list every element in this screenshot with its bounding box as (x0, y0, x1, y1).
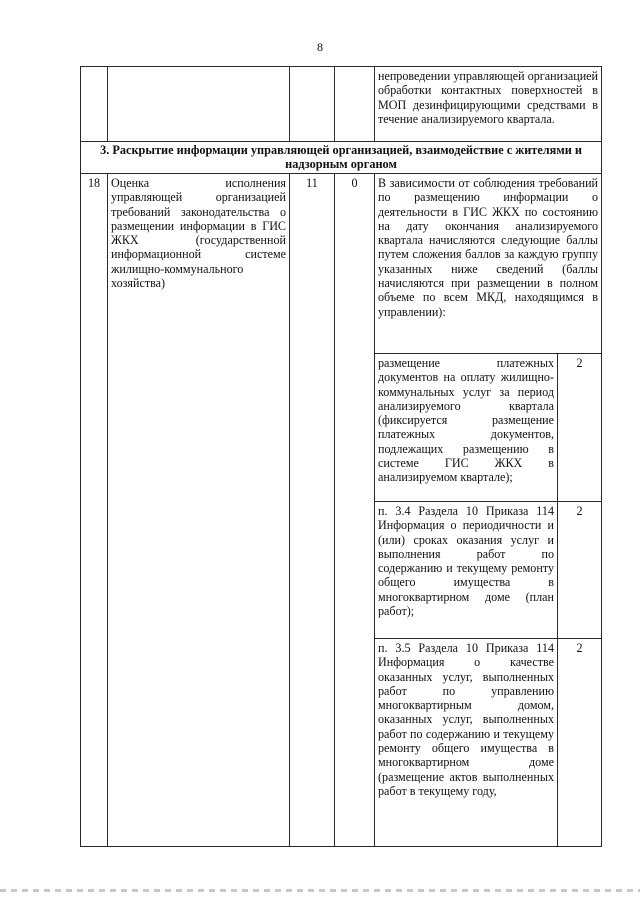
cell-empty (81, 67, 108, 142)
cell-empty (335, 67, 375, 142)
continuation-row (81, 67, 602, 142)
scan-artifact-line (0, 889, 640, 892)
page-number: 8 (317, 40, 323, 54)
cell-empty (108, 67, 290, 142)
continuation-text: непроведении управляющей организацией обработки контактных поверхностей в МОП дезинфицирующими средствами в течение анализируемого квартала. (375, 67, 602, 142)
criteria-table (80, 66, 602, 847)
description-text: В зависимости от соблюдения требований по размещению информации о деятельности в ГИС ЖКХ по состоянию на дату окончания анализируемого квартала начисляются следующие баллы путем сложения баллов за каждую группу указанных ниже сведений (баллы начисляются при размещении в полном объеме по всем МКД, находящимся в управлении): (375, 174, 602, 354)
sub-item-points: 2 (558, 354, 602, 502)
section-header-row (81, 142, 602, 174)
max-points: 11 (290, 174, 335, 847)
sub-item-text: п. 3.5 Раздела 10 Приказа 114 Информация о качестве оказанных услуг, выполненных работ по управлению многоквартирным домом, оказанных услуг, выполненных работ по содержанию и текущему ремонту общего имущества в многоквартирном доме (размещение актов выполненных работ в текущему году, (375, 639, 558, 847)
sub-item-points: 2 (558, 639, 602, 847)
criterion-text: Оценка исполнения управляющей организацией требований законодательства о размещении информации в ГИС ЖКХ (государственной информационной системе жилищно-коммунального хозяйства) (108, 174, 290, 847)
table-row (81, 174, 602, 354)
sub-item-points: 2 (558, 502, 602, 639)
min-points: 0 (335, 174, 375, 847)
cell-empty (290, 67, 335, 142)
section-title: 3. Раскрытие информации управляющей организацией, взаимодействие с жителями и надзорным органом (81, 142, 602, 174)
sub-item-text: размещение платежных документов на оплату жилищно-коммунальных услуг за период анализируемого квартала (фиксируется размещение платежных документов, подлежащих размещению в системе ГИС ЖКХ в анализируемом квартале); (375, 354, 558, 502)
sub-item-text: п. 3.4 Раздела 10 Приказа 114 Информация о периодичности и (или) сроках оказания услуг и выполнения работ по содержанию и текущему ремонту общего имущества в многоквартирном доме (план работ); (375, 502, 558, 639)
row-number: 18 (81, 174, 108, 847)
